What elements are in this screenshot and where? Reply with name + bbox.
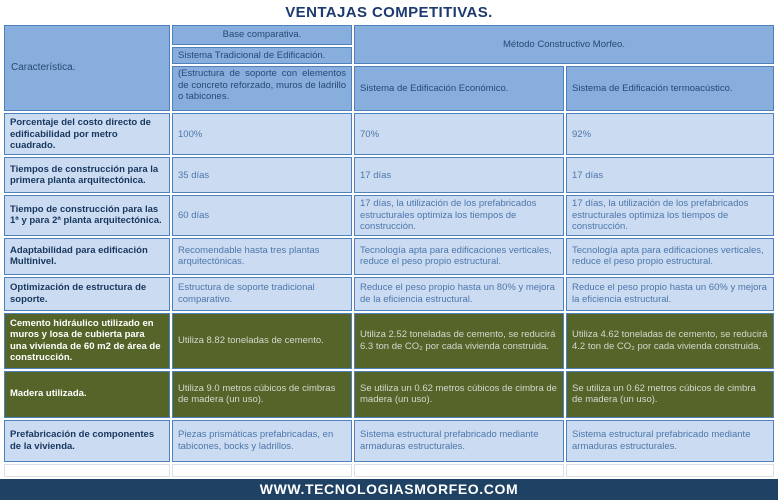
table-body (4, 113, 774, 461)
cell-economic: Sistema estructural prefabricado mediante armaduras estructurales. (354, 420, 564, 462)
table-row (4, 113, 774, 155)
cell-traditional: Piezas prismáticas prefabricadas, en tabicones, bocks y ladrillos. (172, 420, 352, 462)
cell-traditional: 60 días (172, 195, 352, 235)
cell-traditional: Utiliza 9.0 metros cúbicos de cimbras de madera (un uso). (172, 371, 352, 418)
row-label: Cemento hidráulico utilizado en muros y losa de cubierta para una vivienda de 60 m2 de área de construcción. (4, 313, 170, 369)
row-label: Porcentaje del costo directo de edificabilidad por metro cuadrado. (4, 113, 170, 155)
table-row (4, 195, 774, 235)
cell-economic: 17 días, la utilización de los prefabricados estructurales optimiza los tiempos de construcción. (354, 195, 564, 235)
cell-thermo: Reduce el peso propio hasta un 60% y mejora la eficiencia estructural. (566, 277, 774, 311)
cell-thermo: Se utiliza un 0.62 metros cúbicos de cimbra de madera (un uso). (566, 371, 774, 418)
row-label: Tiempos de construcción para la primera planta arquitectónica. (4, 157, 170, 193)
cell-economic: 70% (354, 113, 564, 155)
cell-thermo: 17 días (566, 157, 774, 193)
cell-economic: Tecnología apta para edificaciones verticales, reduce el peso propio estructural. (354, 238, 564, 275)
table-row (4, 371, 774, 418)
comparison-table (2, 23, 776, 479)
cell-traditional: Estructura de soporte tradicional comparativo. (172, 277, 352, 311)
cell-traditional: Utiliza 8.82 toneladas de cemento. (172, 313, 352, 369)
row-label: Prefabricación de componentes de la vivienda. (4, 420, 170, 462)
header-base-comparativa: Base comparativa. (172, 25, 352, 45)
table-row (4, 313, 774, 369)
header-metodo-morfeo: Método Constructivo Morfeo. (354, 25, 774, 64)
row-label: Adaptabilidad para edificación Multinivel. (4, 238, 170, 275)
header-sistema-tradicional-desc: (Estructura de soporte con elementos de concreto reforzado, muros de ladrillo o tabicones. (172, 66, 352, 111)
cell-thermo: Utiliza 4.62 toneladas de cemento, se reducirá 4.2 ton de CO₂ por cada vivienda construida. (566, 313, 774, 369)
cell-traditional: 100% (172, 113, 352, 155)
table-row (4, 238, 774, 275)
cell-thermo: Tecnología apta para edificaciones verticales, reduce el peso propio estructural. (566, 238, 774, 275)
table-header (4, 25, 774, 111)
row-label: Tiempo de construcción para las 1ª y para 2ª planta arquitectónica. (4, 195, 170, 235)
header-caracteristica: Característica. (4, 25, 170, 111)
cell-traditional: Recomendable hasta tres plantas arquitectónicas. (172, 238, 352, 275)
table-row (4, 157, 774, 193)
cell-economic: Se utiliza un 0.62 metros cúbicos de cimbra de madera (un uso). (354, 371, 564, 418)
cell-economic: 17 días (354, 157, 564, 193)
cell-thermo: Sistema estructural prefabricado mediante armaduras estructurales. (566, 420, 774, 462)
header-sistema-tradicional: Sistema Tradicional de Edificación. (172, 47, 352, 64)
header-sistema-termoacustico: Sistema de Edificación termoacústico. (566, 66, 774, 111)
cell-economic: Utiliza 2.52 toneladas de cemento, se reducirá 6.3 ton de CO₂ por cada vivienda construida. (354, 313, 564, 369)
cell-thermo: 92% (566, 113, 774, 155)
footer-bar (0, 479, 778, 500)
page-title: VENTAJAS COMPETITIVAS. (285, 4, 493, 21)
header-sistema-economico: Sistema de Edificación Económico. (354, 66, 564, 111)
cell-thermo: 17 días, la utilización de los prefabricados estructurales optimiza los tiempos de construcción. (566, 195, 774, 235)
footer-url: WWW.TECNOLOGIASMORFEO.COM (259, 481, 519, 498)
cell-economic: Reduce el peso propio hasta un 80% y mejora de la eficiencia estructural. (354, 277, 564, 311)
table-row (4, 420, 774, 462)
cell-traditional: 35 días (172, 157, 352, 193)
row-label: Madera utilizada. (4, 371, 170, 418)
table-row (4, 277, 774, 311)
row-label: Optimización de estructura de soporte. (4, 277, 170, 311)
